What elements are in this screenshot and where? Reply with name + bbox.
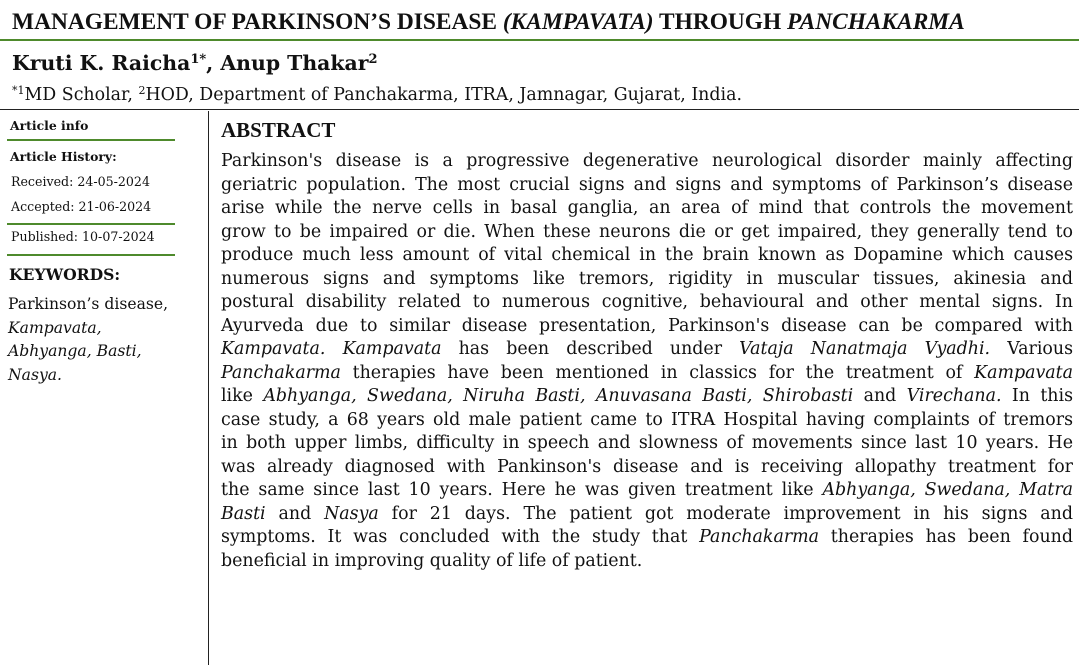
author-1: Kruti K. Raicha (12, 51, 191, 75)
italic-term: Vataja Nanatmaja Vyadhi. (739, 339, 991, 359)
keywords-list (8, 293, 200, 387)
abstract-line: case study, a 68 years old male patient came to ITRA Hospital having complaints of tremors (221, 409, 1073, 430)
author-1-sup: 1* (190, 52, 207, 67)
author-2: Anup Thakar (220, 51, 369, 75)
article-info-sidebar (0, 110, 205, 665)
column-divider (208, 111, 209, 665)
affiliation-text-2: HOD, Department of Panchakarma, ITRA, Jamnagar, Gujarat, India. (145, 85, 742, 105)
abstract-line: Basti and Nasya for 21 days. The patient got moderate improvement in his signs and (221, 503, 1073, 524)
abstract-line: Kampavata. Kampavata has been described under Vataja Nanatmaja Vyadhi. Various (221, 339, 1073, 359)
keyword-item: Parkinson’s disease, (8, 295, 169, 313)
italic-term: Kampavata. (221, 339, 326, 359)
article-history-heading: Article History: (10, 149, 117, 164)
keyword-item: Abhyanga, Basti, (8, 342, 142, 360)
abstract-line: Panchakarma therapies have been mentioned in classics for the treatment of Kampavata (221, 362, 1073, 383)
italic-term: Nasya (324, 503, 379, 524)
italic-term: Abhyanga, Swedana, Matra (822, 480, 1074, 500)
abstract-line: was already diagnosed with Pankinson's disease and is receiving allopathy treatment for (221, 456, 1073, 477)
keyword-item: Kampavata, (8, 318, 102, 337)
abstract-line: like Abhyanga, Swedana, Niruha Basti, Anuvasana Basti, Shirobasti and Virechana. In this (221, 386, 1073, 406)
italic-term: Kampavata (342, 339, 442, 359)
affiliation-sup-1: *1 (12, 84, 25, 97)
italic-term: Panchakarma (221, 362, 341, 383)
affiliation-line (12, 83, 742, 107)
abstract-line: geriatric population. The most crucial signs and signs and symptoms of Parkinson’s disease (221, 174, 1073, 195)
abstract-line: symptoms. It was concluded with the study that Panchakarma therapies has been found (221, 527, 1073, 547)
received-date: Received: 24-05-2024 (11, 174, 150, 189)
affiliation-text-1: MD Scholar, (24, 85, 139, 105)
abstract-line: grow to be impaired or die. When these neurons die or get impaired, they generally tend to (221, 221, 1073, 242)
title-part1: MANAGEMENT OF PARKINSON’S DISEASE (12, 9, 503, 35)
accepted-date: Accepted: 21-06-2024 (11, 199, 152, 214)
abstract-line: arise while the nerve cells in basal ganglia, an area of mind that controls the movement (221, 198, 1073, 218)
author-line (12, 50, 378, 76)
abstract-line: the same since last 10 years. Here he was given treatment like Abhyanga, Swedana, Matra (221, 480, 1074, 500)
italic-term: Panchakarma (699, 527, 819, 547)
history-divider (7, 223, 175, 225)
published-divider (7, 254, 175, 256)
abstract-heading: ABSTRACT (221, 118, 336, 142)
article-info-divider (7, 139, 175, 141)
italic-term: Basti (221, 503, 266, 524)
italic-term: Virechana. (906, 386, 1002, 406)
keywords-heading: KEYWORDS: (9, 265, 121, 284)
author-2-sup: 2 (368, 52, 378, 67)
abstract-line: numerous signs and symptoms like tremors, rigidity in muscular tissues, akinesia and (221, 268, 1073, 289)
abstract-line: postural disability related to numerous cognitive, behavioural and other mental signs. In (221, 292, 1073, 312)
title-part2: THROUGH (653, 9, 788, 35)
abstract-line: beneficial in improving quality of life of patient. (221, 550, 643, 571)
published-date: Published: 10-07-2024 (11, 229, 155, 244)
abstract-line: produce much less amount of vital chemical in the brain known as Dopamine which causes (221, 245, 1073, 265)
author-separator: , (206, 51, 221, 75)
italic-term: Abhyanga, Swedana, Niruha Basti, Anuvasana Basti, Shirobasti (263, 386, 854, 406)
abstract-text (221, 150, 1073, 573)
paper-title (12, 9, 1082, 35)
article-info-heading: Article info (10, 118, 89, 133)
title-kampavata: (KAMPAVATA) (502, 9, 654, 35)
affiliation-sup-2: 2 (138, 84, 146, 97)
abstract-line: Parkinson's disease is a progressive degenerative neurological disorder mainly affecting (221, 151, 1073, 171)
italic-term: Kampavata (974, 362, 1073, 383)
title-panchakarma: PANCHAKARMA (787, 9, 965, 35)
title-divider (0, 39, 1079, 41)
abstract-line: Ayurveda due to similar disease presentation, Parkinson's disease can be compared with (221, 315, 1073, 336)
keyword-item: Nasya. (8, 365, 63, 384)
abstract-line: in both upper limbs, difficulty in speech and slowness of movements since last 10 years. He (221, 433, 1073, 453)
